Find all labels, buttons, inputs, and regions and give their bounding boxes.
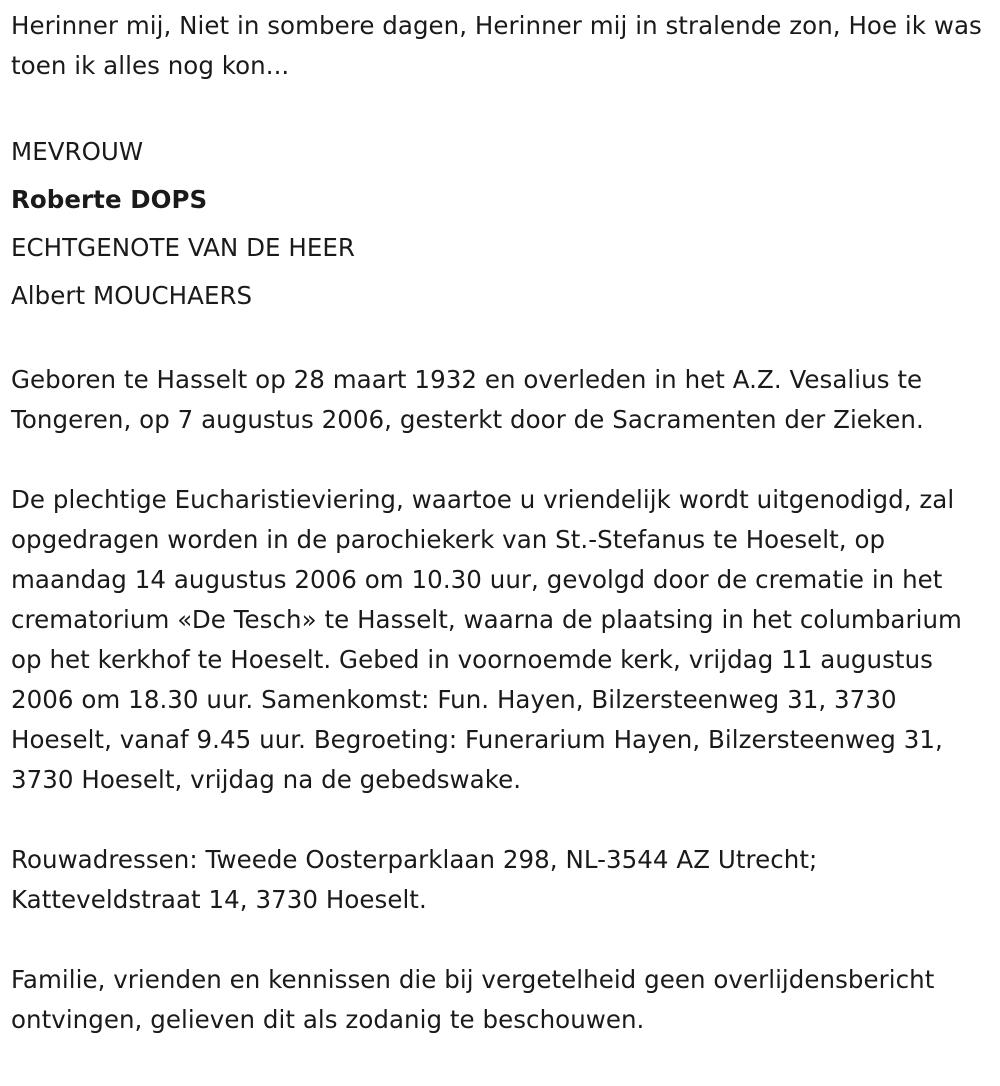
closing-paragraph: Familie, vrienden en kennissen die bij vergetelheid geen overlijdensbericht ontvingen, gelieven dit als zodanig te beschouwen. [11, 965, 935, 1034]
spacer [11, 800, 991, 840]
obituary-document [11, 6, 991, 1040]
spacer [11, 920, 991, 960]
title-line: MEVROUW [11, 137, 144, 166]
poem-paragraph: Herinner mij, Niet in sombere dagen, Herinner mij in stralende zon, Hoe ik was toen ik alles nog kon... [11, 11, 982, 80]
birth-death-paragraph: Geboren te Hasselt op 28 maart 1932 en overleden in het A.Z. Vesalius te Tongeren, op 7 augustus 2006, gesterkt door de Sacramenten der Zieken. [11, 365, 924, 434]
spouse-label: ECHTGENOTE VAN DE HEER [11, 233, 355, 262]
spouse-name: Albert MOUCHAERS [11, 281, 253, 310]
spacer [11, 320, 991, 360]
deceased-name: Roberte DOPS [11, 185, 208, 214]
ceremony-paragraph: De plechtige Eucharistieviering, waartoe u vriendelijk wordt uitgenodigd, zal opgedragen worden in de parochiekerk van St.-Stefanus te Hoeselt, op maandag 14 augustus 2006 om 10.30 uur, gevolgd door de crematie in het crematorium «De Tesch» te Hasselt, waarna de plaatsing in het columbarium op het kerkhof te Hoeselt. Gebed in voornoemde kerk, vrijdag 11 augustus 2006 om 18.30 uur. Samenkomst: Fun. Hayen, Bilzersteenweg 31, 3730 Hoeselt, vanaf 9.45 uur. Begroeting: Funerarium Hayen, Bilzersteenweg 31, 3730 Hoeselt, vrijdag na de gebedswake. [11, 485, 962, 794]
spacer [11, 440, 991, 480]
addresses-paragraph: Rouwadressen: Tweede Oosterparklaan 298, NL-3544 AZ Utrecht; Katteveldstraat 14, 3730 Hoeselt. [11, 845, 818, 914]
spacer [11, 86, 991, 126]
